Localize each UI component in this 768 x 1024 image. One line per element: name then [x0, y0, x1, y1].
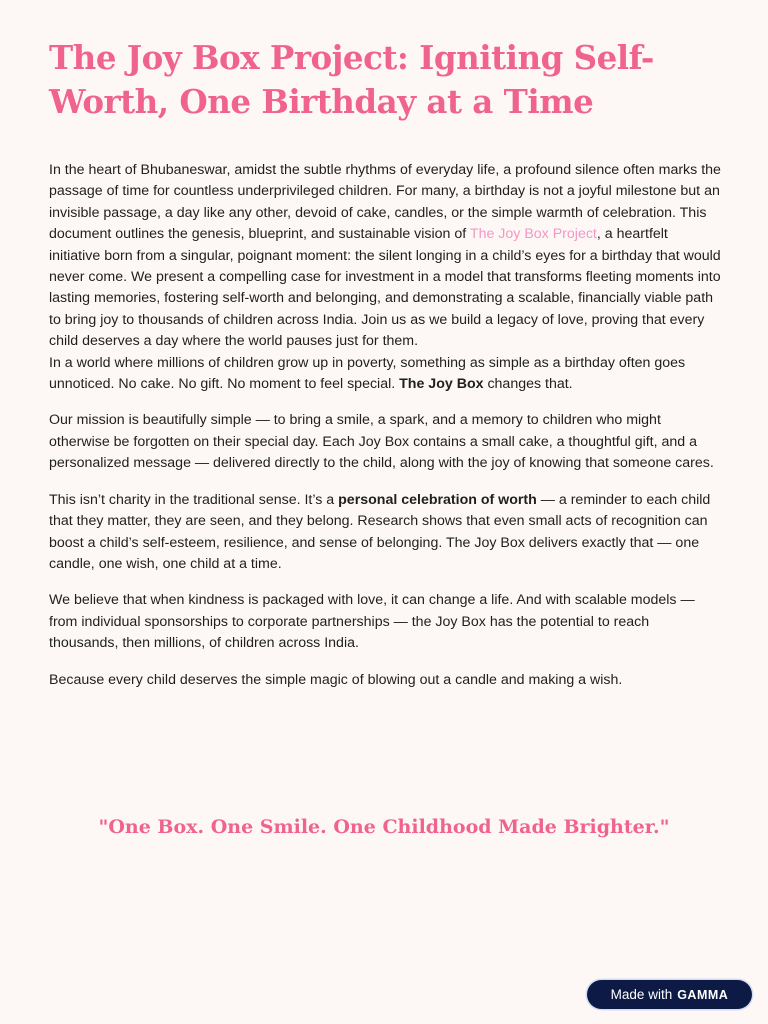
- document-body: [49, 160, 721, 691]
- intro-text-before: In the heart of Bhubaneswar, amidst the subtle rhythms of everyday life, a profound silence often marks the passage of time for countless underprivileged children. For many, a birthday is not a joyful milestone but an invisible passage, a day like any other, devoid of cake, candles, or the simple warmth of celebration. This document outlines the genesis, blueprint, and sustainable vision of: [49, 162, 721, 243]
- paragraph-3: [49, 490, 721, 576]
- gamma-logo: GAMMA: [677, 987, 729, 1002]
- paragraph-3-before: This isn’t charity in the traditional sense. It’s a: [49, 491, 339, 508]
- paragraph-4: We believe that when kindness is packaged with love, it can change a life. And with scalable models — from individual sponsorships to corporate partnerships — the Joy Box has the potential to reach thousands, then millions, of children across India.: [49, 592, 695, 652]
- paragraph-2: Our mission is beautifully simple — to bring a smile, a spark, and a memory to children who might otherwise be forgotten on their special day. Each Joy Box contains a small cake, a thoughtful gift, and a personalized message — delivered directly to the child, along with the joy of knowing that someone cares.: [49, 412, 714, 472]
- paragraph-3-after: — a reminder to each child that they matter, they are seen, and they belong. Research shows that even small acts of recognition can boost a child’s self-esteem, resilience, and sense of belonging. The Joy Box delivers exactly that — one candle, one wish, one child at a time.: [49, 491, 711, 572]
- paragraph-5: Because every child deserves the simple magic of blowing out a candle and making a wish.: [49, 671, 623, 688]
- paragraph-1-after: changes that.: [483, 376, 573, 393]
- closing-quote: "One Box. One Smile. One Childhood Made Brighter.": [98, 816, 670, 838]
- intro-text-after: , a heartfelt initiative born from a singular, poignant moment: the silent longing in a child’s eyes for a birthday that would never come. We present a compelling case for investment in a model that transforms fleeting moments into lasting memories, fostering self-worth and belonging, and demonstrating a scalable, financially viable path to bring joy to thousands of children across India. Join us as we build a legacy of love, proving that every child deserves a day where the world pauses just for them.: [49, 226, 721, 350]
- made-with-gamma-badge[interactable]: [587, 980, 752, 1009]
- joy-box-project-link[interactable]: The Joy Box Project: [469, 226, 597, 243]
- paragraph-1: [49, 353, 721, 396]
- badge-prefix: Made with: [610, 987, 673, 1002]
- paragraph-3-bold: personal celebration of worth: [338, 491, 537, 508]
- document-page: [49, 36, 721, 706]
- paragraph-1-text: In a world where millions of children grow up in poverty, something as simple as a birthday often goes unnoticed. No cake. No gift. No moment to feel special.: [49, 354, 686, 393]
- paragraph-1-bold: The Joy Box: [399, 376, 484, 393]
- intro-paragraph: [49, 160, 721, 353]
- page-title: The Joy Box Project: Igniting Self-Worth, One Birthday at a Time: [49, 38, 654, 121]
